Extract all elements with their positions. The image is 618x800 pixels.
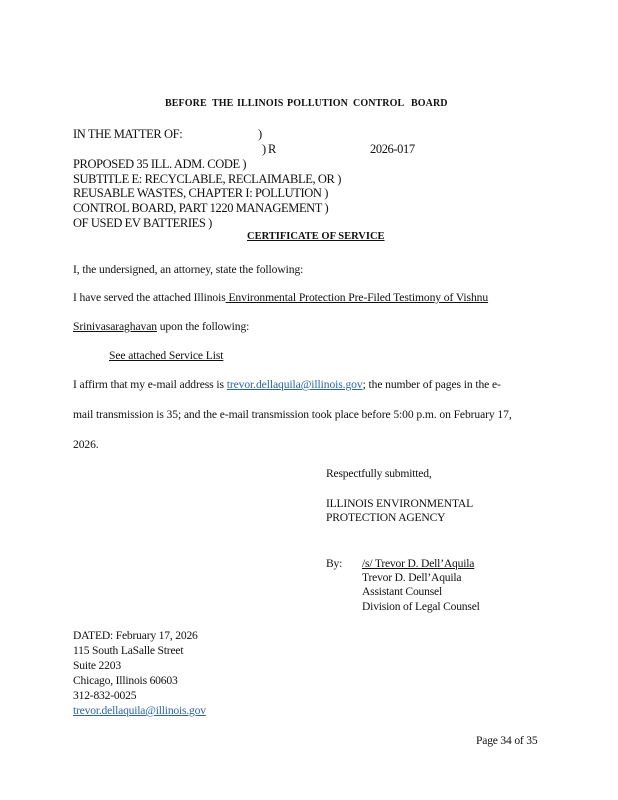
agency-line-1: ILLINOIS ENVIRONMENTAL: [326, 497, 473, 510]
testimony-title-part-2: Srinivasaraghavan: [73, 320, 157, 333]
caption-paren-2: ): [262, 142, 266, 156]
signer-division: Division of Legal Counsel: [362, 600, 480, 613]
document-title: CERTIFICATE OF SERVICE: [247, 231, 385, 242]
body-line-3: [73, 320, 249, 333]
docket-r-label: R: [268, 142, 276, 156]
caption-line: OF USED EV BATTERIES ): [73, 216, 212, 230]
header-the: THE: [212, 98, 234, 109]
by-label: By:: [326, 557, 343, 570]
caption-line: REUSABLE WASTES, CHAPTER I: POLLUTION ): [73, 186, 329, 200]
body-line-4-suffix: ; the number of pages in the e-: [362, 378, 501, 391]
body-line-2: [73, 291, 488, 304]
footer-email-link[interactable]: trevor.dellaquila@illinois.gov: [73, 704, 206, 717]
address-line-2: Suite 2203: [73, 659, 121, 672]
caption-line: SUBTITLE E: RECYCLABLE, RECLAIMABLE, OR ): [73, 172, 341, 186]
body-line-6: 2026.: [73, 438, 99, 451]
body-line-1: I, the undersigned, an attorney, state the following:: [73, 263, 304, 276]
closing: Respectfully submitted,: [326, 467, 432, 480]
body-line-2-prefix: I have served the attached Illinois: [73, 291, 226, 304]
docket-number: 2026-017: [370, 142, 415, 156]
page-number: Page 34 of 35: [476, 734, 538, 747]
agency-line-2: PROTECTION AGENCY: [326, 511, 446, 524]
body-line-3-suffix: upon the following:: [156, 320, 250, 333]
service-list-reference: See attached Service List: [109, 349, 224, 362]
body-line-4: [73, 378, 501, 391]
address-city: Chicago, Illinois 60603: [73, 674, 178, 687]
dated-line: DATED: February 17, 2026: [73, 629, 198, 642]
header-before: BEFORE: [165, 98, 207, 109]
header-pollution: POLLUTION: [287, 98, 348, 109]
email-link[interactable]: trevor.dellaquila@illinois.gov: [226, 378, 363, 391]
address-line-1: 115 South LaSalle Street: [73, 644, 184, 657]
in-the-matter-of: IN THE MATTER OF:: [73, 127, 183, 141]
signer-name: Trevor D. Dell’Aquila: [362, 571, 462, 584]
electronic-signature: /s/ Trevor D. Dell’Aquila: [362, 557, 475, 570]
body-line-4-prefix: I affirm that my e-mail address is: [73, 378, 227, 391]
caption-line: PROPOSED 35 ILL. ADM. CODE ): [73, 157, 247, 171]
header-control: CONTROL: [353, 98, 405, 109]
header-board: BOARD: [411, 98, 448, 109]
caption-line: CONTROL BOARD, PART 1220 MANAGEMENT ): [73, 201, 329, 215]
phone-number: 312-832-0025: [73, 689, 137, 702]
body-line-5: mail transmission is 35; and the e-mail transmission took place before 5:00 p.m. on February 17,: [73, 408, 512, 421]
testimony-title-part-1: Environmental Protection Pre-Filed Testimony of Vishnu: [225, 291, 489, 304]
caption-paren-1: ): [258, 127, 262, 141]
header-illinois: ILLINOIS: [237, 98, 284, 109]
signer-title: Assistant Counsel: [362, 585, 443, 598]
